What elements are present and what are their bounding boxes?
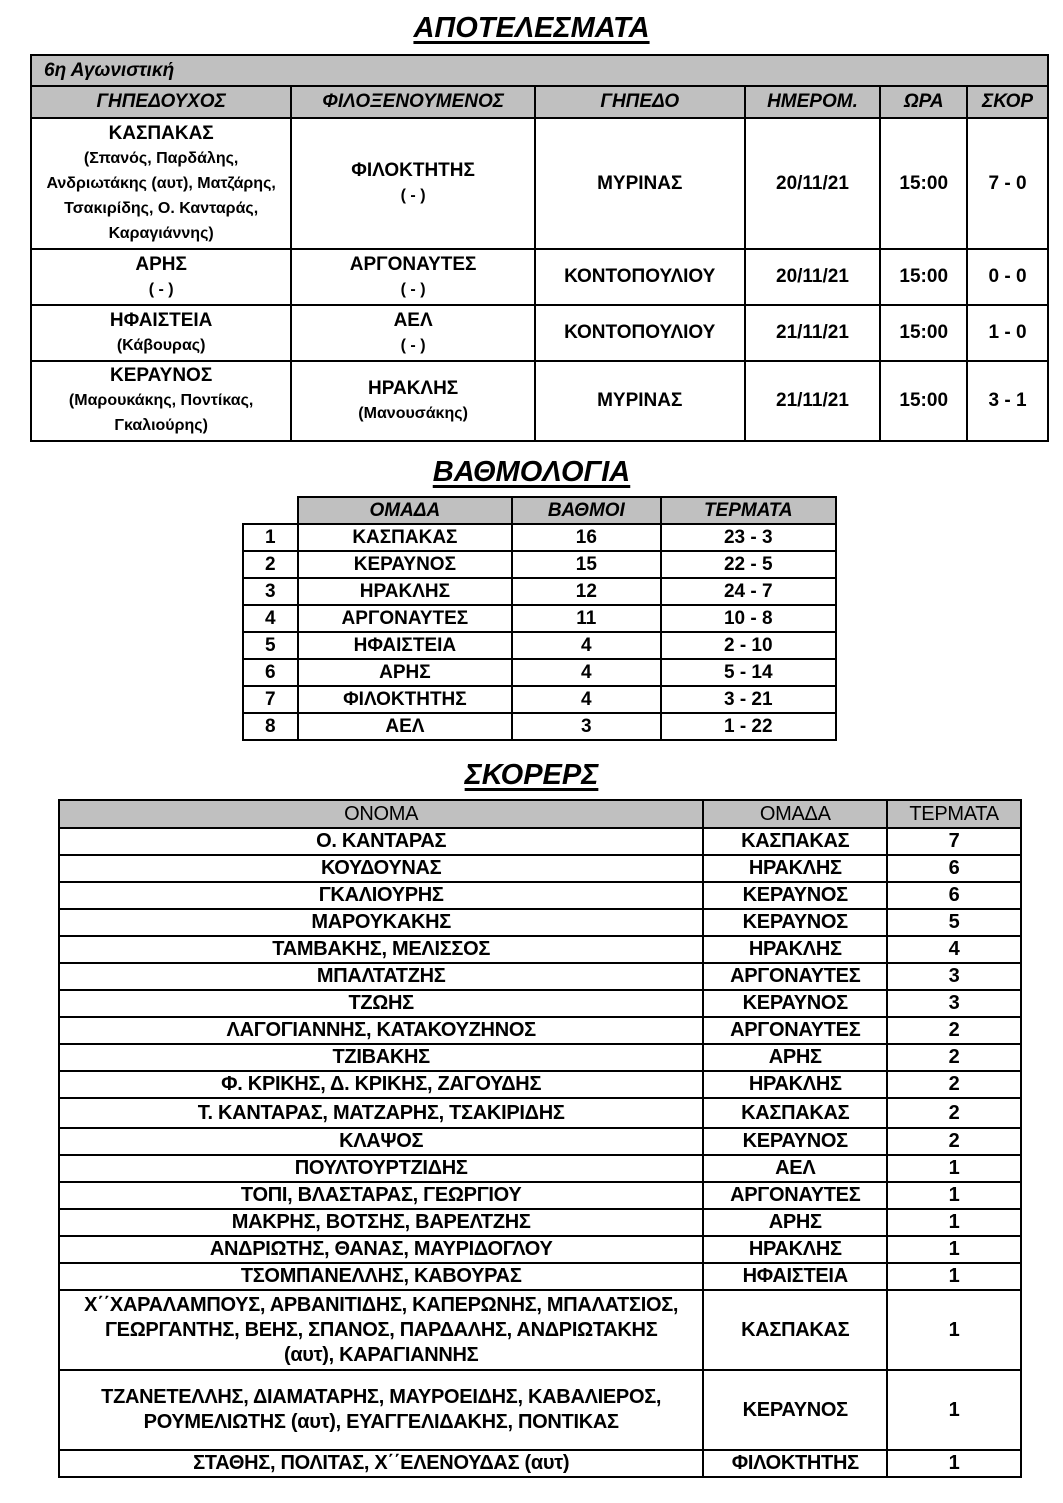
scorer-row bbox=[59, 1182, 1021, 1209]
team: ΑΡΗΣ bbox=[298, 659, 512, 686]
scorer-name: ΜΠΑΛΤΑΤΖΗΣ bbox=[59, 963, 703, 990]
scorer-row bbox=[59, 1450, 1021, 1477]
scorer-row bbox=[59, 1370, 1021, 1450]
scorer-name: ΜΑΚΡΗΣ, ΒΟΤΣΗΣ, ΒΑΡΕΛΤΖΗΣ bbox=[59, 1209, 703, 1236]
scorer-row bbox=[59, 1071, 1021, 1098]
team: ΚΕΡΑΥΝΟΣ bbox=[298, 551, 512, 578]
scorer-row bbox=[59, 1017, 1021, 1044]
goals: 2 - 10 bbox=[661, 632, 836, 659]
scorer-team: ΚΕΡΑΥΝΟΣ bbox=[703, 1370, 887, 1450]
time: 15:00 bbox=[880, 361, 967, 441]
away-cell bbox=[291, 305, 535, 361]
position: 8 bbox=[243, 713, 298, 740]
match-row bbox=[31, 249, 1048, 305]
scorer-name: ΓΚΑΛΙΟΥΡΗΣ bbox=[59, 882, 703, 909]
home-scorers: (Μαρουκάκης, Ποντίκας, Γκαλιούρης) bbox=[68, 392, 254, 434]
scorer-team: ΗΦΑΙΣΤΕΙΑ bbox=[703, 1263, 887, 1290]
home-scorers: (Κάβουρας) bbox=[116, 336, 206, 354]
scorer-goals: 2 bbox=[887, 1017, 1021, 1044]
scorer-name: ΤΖΑΝΕΤΕΛΛΗΣ, ΔΙΑΜΑΤΑΡΗΣ, ΜΑΥΡΟΕΙΔΗΣ, ΚΑΒΑΛΙΕΡΟΣ, ΡΟΥΜΕΛΙΩΤΗΣ (αυτ), ΕΥΑΓΓΕΛΙΔΑΚΗΣ, ΠΟΝΤΙΚΑΣ bbox=[59, 1370, 703, 1450]
team: ΑΡΓΟΝΑΥΤΕΣ bbox=[298, 605, 512, 632]
scorer-goals: 6 bbox=[887, 855, 1021, 882]
scorer-goals: 2 bbox=[887, 1128, 1021, 1155]
header-name: ΟΝΟΜΑ bbox=[59, 800, 703, 828]
time: 15:00 bbox=[880, 249, 967, 305]
header-points: ΒΑΘΜΟΙ bbox=[512, 497, 661, 524]
header-venue: ΓΗΠΕΔΟ bbox=[535, 86, 745, 118]
header-time: ΩΡΑ bbox=[880, 86, 967, 118]
scorer-team: ΑΡΓΟΝΑΥΤΕΣ bbox=[703, 1017, 887, 1044]
scorer-row bbox=[59, 1044, 1021, 1071]
scorer-goals: 5 bbox=[887, 909, 1021, 936]
away-team: ΑΕΛ bbox=[393, 309, 433, 331]
scorer-goals: 6 bbox=[887, 882, 1021, 909]
team: ΗΡΑΚΛΗΣ bbox=[298, 578, 512, 605]
points: 4 bbox=[512, 686, 661, 713]
scorer-row bbox=[59, 1263, 1021, 1290]
scorer-row bbox=[59, 1155, 1021, 1182]
match-row bbox=[31, 118, 1048, 249]
position: 1 bbox=[243, 524, 298, 551]
scorer-row bbox=[59, 1290, 1021, 1370]
scorer-row bbox=[59, 1128, 1021, 1155]
scorer-team: ΗΡΑΚΛΗΣ bbox=[703, 855, 887, 882]
points: 11 bbox=[512, 605, 661, 632]
points: 4 bbox=[512, 632, 661, 659]
team: ΗΦΑΙΣΤΕΙΑ bbox=[298, 632, 512, 659]
scorer-name: ΚΟΥΔΟΥΝΑΣ bbox=[59, 855, 703, 882]
scorer-team: ΑΕΛ bbox=[703, 1155, 887, 1182]
scorer-team: ΑΡΗΣ bbox=[703, 1209, 887, 1236]
scorers-header-row bbox=[59, 800, 1021, 828]
home-cell bbox=[31, 361, 291, 441]
scorer-row bbox=[59, 855, 1021, 882]
home-scorers: (Σπανός, Παρδάλης, Ανδριωτάκης (αυτ), Ματζάρης, Τσακιρίδης, Ο. Κανταράς, Καραγιάννης) bbox=[46, 149, 276, 242]
standings-header-row bbox=[243, 497, 836, 524]
away-cell bbox=[291, 118, 535, 249]
away-scorers: ( - ) bbox=[400, 336, 426, 354]
goals: 3 - 21 bbox=[661, 686, 836, 713]
home-team: ΚΕΡΑΥΝΟΣ bbox=[110, 365, 213, 386]
goals: 23 - 3 bbox=[661, 524, 836, 551]
scorer-goals: 3 bbox=[887, 963, 1021, 990]
home-scorers: ( - ) bbox=[148, 280, 174, 298]
home-cell bbox=[31, 118, 291, 249]
scorer-name: ΤΑΜΒΑΚΗΣ, ΜΕΛΙΣΣΟΣ bbox=[59, 936, 703, 963]
header-goals: ΤΕΡΜΑΤΑ bbox=[887, 800, 1021, 828]
away-scorers: ( - ) bbox=[400, 187, 426, 204]
venue: ΜΥΡΙΝΑΣ bbox=[535, 361, 745, 441]
away-cell bbox=[291, 249, 535, 305]
position: 5 bbox=[243, 632, 298, 659]
time: 15:00 bbox=[880, 118, 967, 249]
scorer-team: ΑΡΓΟΝΑΥΤΕΣ bbox=[703, 1182, 887, 1209]
scorer-goals: 1 bbox=[887, 1182, 1021, 1209]
header-team: ΟΜΑΔΑ bbox=[298, 497, 512, 524]
standings-row bbox=[243, 551, 836, 578]
scorer-team: ΚΕΡΑΥΝΟΣ bbox=[703, 990, 887, 1017]
results-header-row bbox=[31, 86, 1048, 118]
home-cell bbox=[31, 305, 291, 361]
scorer-name: ΤΖΩΗΣ bbox=[59, 990, 703, 1017]
scorer-team: ΚΑΣΠΑΚΑΣ bbox=[703, 828, 887, 855]
scorer-row bbox=[59, 1209, 1021, 1236]
scorer-name: ΚΛΑΨΟΣ bbox=[59, 1128, 703, 1155]
scorer-row bbox=[59, 936, 1021, 963]
date: 20/11/21 bbox=[745, 249, 881, 305]
away-team: ΑΡΓΟΝΑΥΤΕΣ bbox=[349, 253, 477, 275]
standings-row bbox=[243, 578, 836, 605]
date: 20/11/21 bbox=[745, 118, 881, 249]
score: 1 - 0 bbox=[967, 305, 1048, 361]
scorer-name: Χ΄΄ΧΑΡΑΛΑΜΠΟΥΣ, ΑΡΒΑΝΙΤΙΔΗΣ, ΚΑΠΕΡΩΝΗΣ, ΜΠΑΛΑΤΣΙΟΣ, ΓΕΩΡΓΑΝΤΗΣ, ΒΕΗΣ, ΣΠΑΝΟΣ, ΠΑΡΔΑΛΗΣ, ΑΝΔΡΙΩΤΑΚΗΣ (αυτ), ΚΑΡΑΓΙΑΝΝΗΣ bbox=[59, 1290, 703, 1370]
standings-row bbox=[243, 713, 836, 740]
scorer-name: Φ. ΚΡΙΚΗΣ, Δ. ΚΡΙΚΗΣ, ΖΑΓΟΥΔΗΣ bbox=[59, 1071, 703, 1098]
away-team: ΦΙΛΟΚΤΗΤΗΣ bbox=[351, 160, 475, 181]
scorer-goals: 7 bbox=[887, 828, 1021, 855]
scorer-team: ΚΕΡΑΥΝΟΣ bbox=[703, 882, 887, 909]
date: 21/11/21 bbox=[745, 361, 881, 441]
scorer-goals: 1 bbox=[887, 1155, 1021, 1182]
team: ΦΙΛΟΚΤΗΤΗΣ bbox=[298, 686, 512, 713]
venue: ΚΟΝΤΟΠΟΥΛΙΟΥ bbox=[535, 305, 745, 361]
scorer-name: ΜΑΡΟΥΚΑΚΗΣ bbox=[59, 909, 703, 936]
scorer-team: ΗΡΑΚΛΗΣ bbox=[703, 1071, 887, 1098]
scorer-name: ΠΟΥΛΤΟΥΡΤΖΙΔΗΣ bbox=[59, 1155, 703, 1182]
away-scorers: (Μανουσάκης) bbox=[358, 404, 468, 422]
scorer-team: ΦΙΛΟΚΤΗΤΗΣ bbox=[703, 1450, 887, 1477]
home-cell bbox=[31, 249, 291, 305]
position: 4 bbox=[243, 605, 298, 632]
points: 16 bbox=[512, 524, 661, 551]
goals: 5 - 14 bbox=[661, 659, 836, 686]
venue: ΚΟΝΤΟΠΟΥΛΙΟΥ bbox=[535, 249, 745, 305]
away-scorers: ( - ) bbox=[400, 280, 426, 298]
scorer-goals: 3 bbox=[887, 990, 1021, 1017]
points: 15 bbox=[512, 551, 661, 578]
results-title: ΑΠΟΤΕΛΕΣΜΑΤΑ bbox=[413, 12, 650, 44]
team: ΚΑΣΠΑΚΑΣ bbox=[298, 524, 512, 551]
goals: 1 - 22 bbox=[661, 713, 836, 740]
home-team: ΑΡΗΣ bbox=[135, 253, 187, 275]
header-team: ΟΜΑΔΑ bbox=[703, 800, 887, 828]
round-label: 6η Αγωνιστική bbox=[31, 55, 1048, 86]
standings-row bbox=[243, 659, 836, 686]
scorer-goals: 2 bbox=[887, 1071, 1021, 1098]
scorer-team: ΚΕΡΑΥΝΟΣ bbox=[703, 1128, 887, 1155]
home-team: ΚΑΣΠΑΚΑΣ bbox=[108, 122, 214, 144]
standings-row bbox=[243, 686, 836, 713]
goals: 24 - 7 bbox=[661, 578, 836, 605]
header-score: ΣΚΟΡ bbox=[967, 86, 1048, 118]
scorer-goals: 1 bbox=[887, 1370, 1021, 1450]
standings-title: ΒΑΘΜΟΛΟΓΙΑ bbox=[432, 456, 631, 488]
scorer-goals: 1 bbox=[887, 1236, 1021, 1263]
scorer-team: ΚΕΡΑΥΝΟΣ bbox=[703, 909, 887, 936]
standings-row bbox=[243, 524, 836, 551]
away-cell bbox=[291, 361, 535, 441]
scorer-goals: 2 bbox=[887, 1044, 1021, 1071]
scorer-name: Ο. ΚΑΝΤΑΡΑΣ bbox=[59, 828, 703, 855]
home-team: ΗΦΑΙΣΤΕΙΑ bbox=[109, 309, 213, 331]
standings-row bbox=[243, 632, 836, 659]
scorers-title: ΣΚΟΡΕΡΣ bbox=[464, 759, 599, 791]
scorer-goals: 1 bbox=[887, 1450, 1021, 1477]
scorer-name: ΤΟΠΙ, ΒΛΑΣΤΑΡΑΣ, ΓΕΩΡΓΙΟΥ bbox=[59, 1182, 703, 1209]
scorer-goals: 2 bbox=[887, 1098, 1021, 1128]
scorer-goals: 4 bbox=[887, 936, 1021, 963]
goals: 10 - 8 bbox=[661, 605, 836, 632]
standings-table bbox=[242, 496, 837, 741]
scorer-row bbox=[59, 963, 1021, 990]
scorer-name: Τ. ΚΑΝΤΑΡΑΣ, ΜΑΤΖΑΡΗΣ, ΤΣΑΚΙΡΙΔΗΣ bbox=[59, 1098, 703, 1128]
standings-row bbox=[243, 605, 836, 632]
scorer-name: ΤΖΙΒΑΚΗΣ bbox=[59, 1044, 703, 1071]
points: 12 bbox=[512, 578, 661, 605]
scorers-table bbox=[58, 799, 1022, 1478]
time: 15:00 bbox=[880, 305, 967, 361]
scorer-team: ΑΡΓΟΝΑΥΤΕΣ bbox=[703, 963, 887, 990]
scorer-row bbox=[59, 882, 1021, 909]
scorer-goals: 1 bbox=[887, 1263, 1021, 1290]
points: 4 bbox=[512, 659, 661, 686]
scorer-team: ΑΡΗΣ bbox=[703, 1044, 887, 1071]
position: 3 bbox=[243, 578, 298, 605]
header-away: ΦΙΛΟΞΕΝΟΥΜΕΝΟΣ bbox=[291, 86, 535, 118]
scorer-team: ΗΡΑΚΛΗΣ bbox=[703, 1236, 887, 1263]
score: 3 - 1 bbox=[967, 361, 1048, 441]
position: 2 bbox=[243, 551, 298, 578]
header-date: ΗΜΕΡΟΜ. bbox=[745, 86, 881, 118]
scorer-row bbox=[59, 1236, 1021, 1263]
scorer-team: ΗΡΑΚΛΗΣ bbox=[703, 936, 887, 963]
team: ΑΕΛ bbox=[298, 713, 512, 740]
scorer-name: ΣΤΑΘΗΣ, ΠΟΛΙΤΑΣ, Χ΄΄ΕΛΕΝΟΥΔΑΣ (αυτ) bbox=[59, 1450, 703, 1477]
date: 21/11/21 bbox=[745, 305, 881, 361]
scorer-name: ΛΑΓΟΓΙΑΝΝΗΣ, ΚΑΤΑΚΟΥΖΗΝΟΣ bbox=[59, 1017, 703, 1044]
results-table bbox=[30, 54, 1049, 442]
away-team: ΗΡΑΚΛΗΣ bbox=[367, 377, 459, 399]
scorer-row bbox=[59, 1098, 1021, 1128]
scorer-name: ΑΝΔΡΙΩΤΗΣ, ΘΑΝΑΣ, ΜΑΥΡΙΔΟΓΛΟΥ bbox=[59, 1236, 703, 1263]
goals: 22 - 5 bbox=[661, 551, 836, 578]
match-row bbox=[31, 361, 1048, 441]
scorer-team: ΚΑΣΠΑΚΑΣ bbox=[703, 1290, 887, 1370]
match-row bbox=[31, 305, 1048, 361]
score: 7 - 0 bbox=[967, 118, 1048, 249]
scorer-name: ΤΣΟΜΠΑΝΕΛΛΗΣ, ΚΑΒΟΥΡΑΣ bbox=[59, 1263, 703, 1290]
scorer-row bbox=[59, 990, 1021, 1017]
scorer-row bbox=[59, 909, 1021, 936]
scorer-goals: 1 bbox=[887, 1209, 1021, 1236]
score: 0 - 0 bbox=[967, 249, 1048, 305]
scorer-row bbox=[59, 828, 1021, 855]
header-home: ΓΗΠΕΔΟΥΧΟΣ bbox=[31, 86, 291, 118]
venue: ΜΥΡΙΝΑΣ bbox=[535, 118, 745, 249]
header-goals: ΤΕΡΜΑΤΑ bbox=[661, 497, 836, 524]
scorer-goals: 1 bbox=[887, 1290, 1021, 1370]
scorer-team: ΚΑΣΠΑΚΑΣ bbox=[703, 1098, 887, 1128]
position: 7 bbox=[243, 686, 298, 713]
position: 6 bbox=[243, 659, 298, 686]
points: 3 bbox=[512, 713, 661, 740]
